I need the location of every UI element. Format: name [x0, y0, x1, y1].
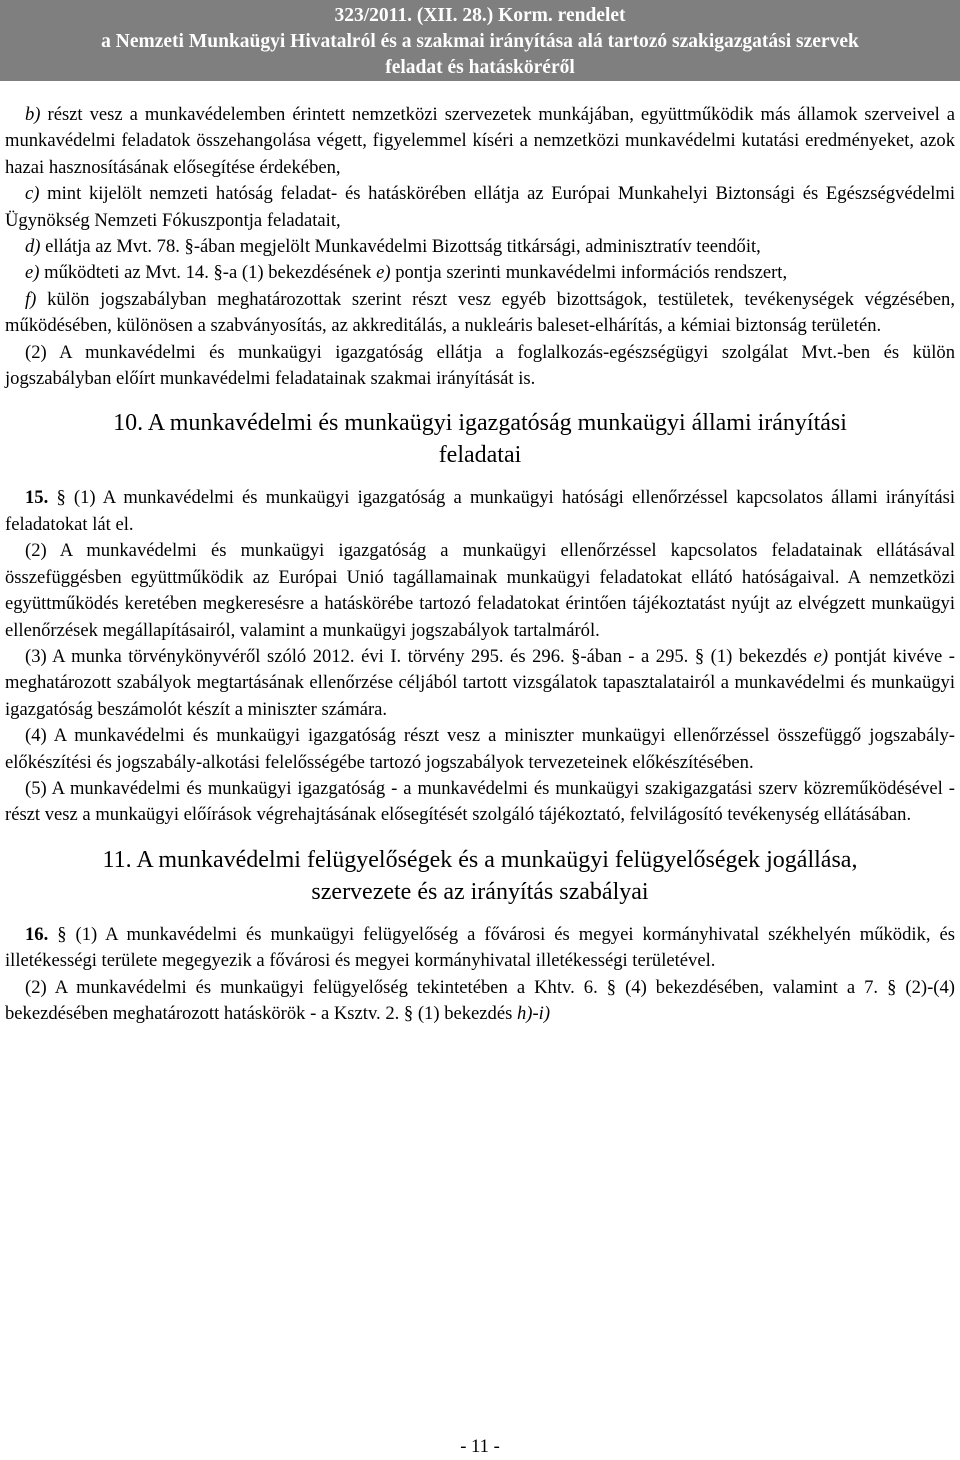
paragraph-d: d) ellátja az Mvt. 78. §-ában megjelölt Munkavédelmi Bizottság titkársági, adminisztratív teendőit,	[25, 236, 761, 258]
section-16-paragraph-2: (2) A munkavédelmi és munkaügyi felügyelőség tekintetében a Khtv. 6. § (4) bekezdésében, valamint a 7. § (2)-(4) bekezdésében meghatározott hatáskörök - a Ksztv. 2. § (1) bekezdés h)-i)	[5, 976, 955, 1024]
section-15-paragraph-4: (4) A munkavédelmi és munkaügyi igazgatóság részt vesz a miniszter munkaügyi ellenőrzéssel összefüggő jogszabály-előkészítési és jogszabály-alkotási felelősségébe tartozó jogszabályok tervezeteinek előkészítésében.	[5, 725, 955, 773]
paragraph-b: b) részt vesz a munkavédelemben érintett nemzetközi szervezetek munkájában, együttműködik más államok szerveivel a munkavédelmi feladatok összehangolása végett, figyelemmel kíséri a nemzetközi munkavédelmi kutatási eredményeket, azok hazai hasznosításának elősegítése érdekében,	[5, 104, 955, 178]
section-15-paragraph-2: (2) A munkavédelmi és munkaügyi igazgatóság a munkaügyi ellenőrzéssel kapcsolatos feladatainak ellátásával összefüggésben együttműködik az Európai Unió tagállamainak munkaügyi feladatokat ellátó hatóságaival. A nemzetközi együttműködés keretében megkeresésre a hatáskörébe tartozó feladatokat érintően tájékoztatást nyújt az elvégzett munkaügyi ellenőrzések megállapításairól, valamint a munkaügyi jogszabályok tartalmáról.	[5, 540, 955, 641]
section-16-paragraph-1: 16. § (1) A munkavédelmi és munkaügyi felügyelőség a fővárosi és megyei kormányhivatal székhelyén működik, és illetékességi területe megegyezik a fővárosi és megyei kormányhivatal illetékességi területével.	[5, 923, 955, 972]
paragraph-9-2: (2) A munkavédelmi és munkaügyi igazgatóság ellátja a foglalkozás-egészségügyi szolgálat Mvt.-ben és külön jogszabályban előírt munkavédelmi feladatainak szakmai irányítását is.	[5, 341, 955, 390]
section-15-paragraph-1: 15. § (1) A munkavédelmi és munkaügyi igazgatóság a munkaügyi hatósági ellenőrzéssel kapcsolatos állami irányítási feladatokat lát el.	[5, 487, 955, 535]
section-heading-10: 10. A munkavédelmi és munkaügyi igazgatóság munkaügyi állami irányítási feladatai	[113, 410, 847, 469]
page-header	[0, 0, 960, 81]
header-title: 323/2011. (XII. 28.) Korm. rendelet	[334, 5, 626, 26]
header-subtitle-2: feladat és hatásköréről	[385, 57, 575, 78]
paragraph-f: f) külön jogszabályban meghatározottak szerint részt vesz egyéb bizottságok, testületek, tevékenységek végzésében, működésében, különösen a szabványosítás, az akkreditálás, a nukleáris baleset-elhárítás, a kémiai biztonság területén.	[5, 288, 955, 337]
section-15-paragraph-5: (5) A munkavédelmi és munkaügyi igazgatóság - a munkavédelmi és munkaügyi szakigazgatási szerv közreműködésével - részt vesz a munkaügyi előírások végrehajtásának elősegítését szolgáló tájékoztató, felvilágosító tevékenység ellátásában.	[5, 777, 955, 826]
paragraph-e: e) működteti az Mvt. 14. §-a (1) bekezdésének e) pontja szerinti munkavédelmi információs rendszert,	[25, 262, 788, 284]
section-number: 15.	[25, 487, 49, 509]
paragraph-c: c) mint kijelölt nemzeti hatóság feladat- és hatáskörében ellátja az Európai Munkahelyi Biztonsági és Egészségvédelmi Ügynökség Nemzeti Fókuszpontja feladatait,	[5, 183, 955, 231]
section-15-paragraph-3: (3) A munka törvénykönyvéről szóló 2012. évi I. törvény 295. és 296. §-ában - a 295. § (1) bekezdés e) pontját kivéve - meghatározott szabályok megtartásának ellenőrzése céljából tartott vizsgálatok tapasztalatairól a munkavédelmi és munkaügyi igazgatóság beszámolót készít a miniszter számára.	[5, 645, 955, 720]
document-body	[5, 102, 955, 1027]
header-subtitle: a Nemzeti Munkaügyi Hivatalról és a szakmai irányítása alá tartozó szakigazgatási szervek	[101, 31, 859, 52]
section-heading-11: 11. A munkavédelmi felügyelőségek és a munkaügyi felügyelőségek jogállása, szervezete és az irányítás szabályai	[102, 846, 858, 905]
page-number: - 11 -	[460, 1436, 500, 1457]
section-number: 16.	[25, 923, 49, 945]
